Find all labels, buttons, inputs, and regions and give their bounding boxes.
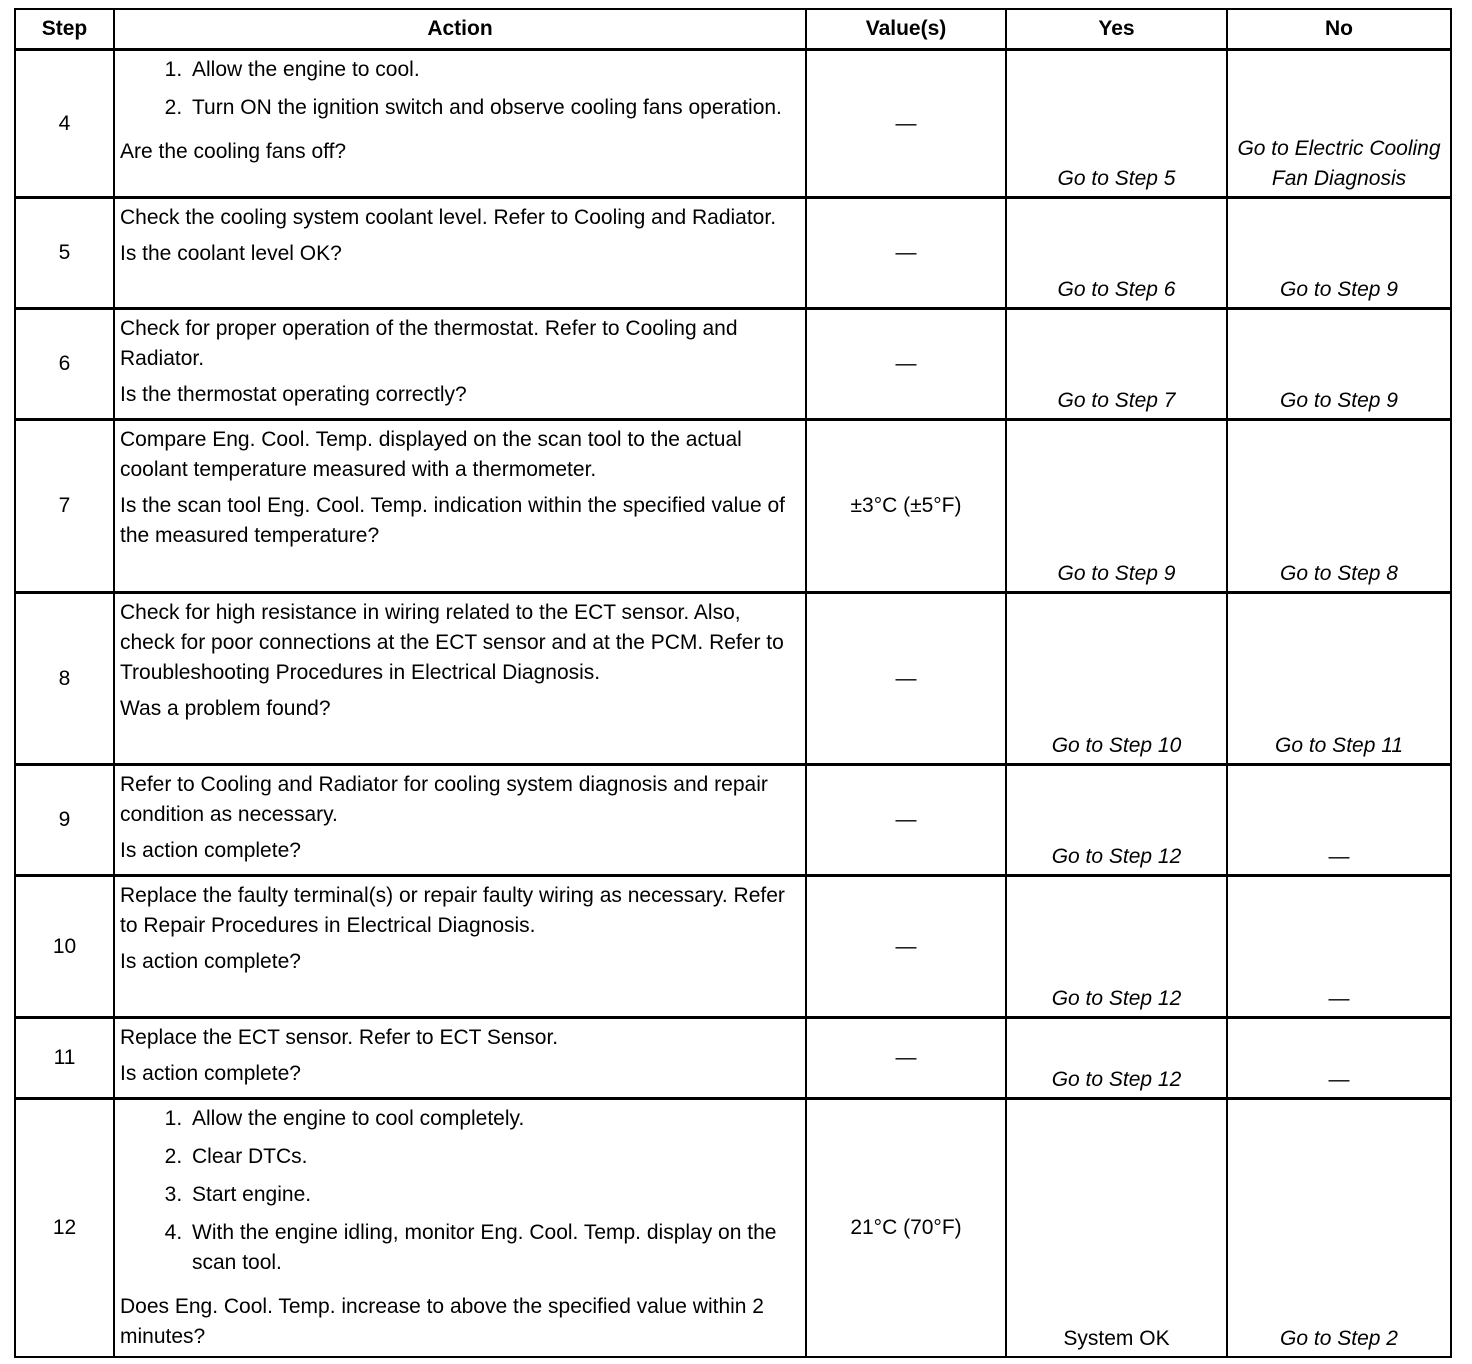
action-cell [114,50,806,198]
action-content [120,1104,799,1352]
yes-cell: Go to Step 7 [1006,309,1227,420]
no-cell: Go to Step 11 [1227,593,1451,765]
action-step-item: 2. Turn ON the ignition switch and observe cooling fans operation. [188,93,799,123]
value-cell: 21°C (70°F) [806,1099,1006,1358]
action-text: Replace the ECT sensor. Refer to ECT Sensor. [120,1026,559,1049]
value-cell: — [806,50,1006,198]
step-number: 10 [15,876,114,1018]
action-question: Are the cooling fans off? [120,140,347,163]
step-number: 11 [15,1018,114,1099]
value-cell: — [806,765,1006,876]
action-question: Does Eng. Cool. Temp. increase to above the specified value within 2 minutes? [120,1295,764,1348]
table-header-row [15,9,1451,50]
step-number: 12 [15,1099,114,1358]
action-question: Is the thermostat operating correctly? [120,383,467,406]
step-number: 5 [15,198,114,309]
no-cell: Go to Step 2 [1227,1099,1451,1358]
action-content [120,598,799,724]
yes-cell: Go to Step 12 [1006,876,1227,1018]
header-yes: Yes [1006,9,1227,50]
action-question: Is the scan tool Eng. Cool. Temp. indication within the specified value of the measured temperature? [120,494,785,547]
action-text: Check the cooling system coolant level. Refer to Cooling and Radiator. [120,206,777,229]
table-row [15,420,1451,593]
table-row [15,1018,1451,1099]
step-number: 9 [15,765,114,876]
table-row [15,593,1451,765]
action-content [120,314,799,410]
step-number: 6 [15,309,114,420]
action-step-item: 1. Allow the engine to cool. [188,55,799,85]
action-step-item: 4. With the engine idling, monitor Eng. Cool. Temp. display on the scan tool. [188,1218,799,1278]
action-steps-list [120,1104,799,1286]
action-question: Was a problem found? [120,697,331,720]
action-step-item: 3. Start engine. [188,1180,799,1210]
step-number: 8 [15,593,114,765]
yes-cell: Go to Step 5 [1006,50,1227,198]
table-row [15,765,1451,876]
table-row [15,198,1451,309]
yes-cell: Go to Step 6 [1006,198,1227,309]
value-cell: ±3°C (±5°F) [806,420,1006,593]
action-cell [114,876,806,1018]
value-cell: — [806,593,1006,765]
action-question: Is action complete? [120,950,301,973]
action-content [120,425,799,551]
no-cell: Go to Step 9 [1227,309,1451,420]
action-content [120,203,799,269]
step-number: 7 [15,420,114,593]
yes-cell: System OK [1006,1099,1227,1358]
value-cell: — [806,309,1006,420]
action-question: Is action complete? [120,1062,301,1085]
yes-cell: Go to Step 12 [1006,1018,1227,1099]
no-cell: Go to Step 9 [1227,198,1451,309]
action-text: Check for high resistance in wiring related to the ECT sensor. Also, check for poor connections at the ECT sensor and at the PCM. Refer to Troubleshooting Procedures in Electrical Diagnosis. [120,601,784,684]
action-cell [114,1018,806,1099]
header-no: No [1227,9,1451,50]
action-step-item: 1. Allow the engine to cool completely. [188,1104,799,1134]
action-content [120,1023,799,1089]
action-text: Compare Eng. Cool. Temp. displayed on the scan tool to the actual coolant temperature measured with a thermometer. [120,428,742,481]
header-action: Action [114,9,806,50]
yes-cell: Go to Step 10 [1006,593,1227,765]
action-cell [114,198,806,309]
value-cell: — [806,876,1006,1018]
no-cell: Go to Step 8 [1227,420,1451,593]
no-cell: — [1227,765,1451,876]
yes-cell: Go to Step 12 [1006,765,1227,876]
action-step-item: 2. Clear DTCs. [188,1142,799,1172]
yes-cell: Go to Step 9 [1006,420,1227,593]
action-cell [114,420,806,593]
no-cell: Go to Electric Cooling Fan Diagnosis [1227,50,1451,198]
action-cell [114,765,806,876]
value-cell: — [806,198,1006,309]
action-content [120,55,799,167]
header-values: Value(s) [806,9,1006,50]
no-cell: — [1227,1018,1451,1099]
action-content [120,770,799,866]
action-cell [114,593,806,765]
action-steps-list [120,55,799,131]
diagnostic-table [14,8,1452,1358]
table-row [15,1099,1451,1358]
table-row [15,876,1451,1018]
action-cell [114,309,806,420]
header-step: Step [15,9,114,50]
action-cell [114,1099,806,1358]
table-row [15,50,1451,198]
step-number: 4 [15,50,114,198]
action-content [120,881,799,977]
value-cell: — [806,1018,1006,1099]
no-cell: — [1227,876,1451,1018]
action-text: Check for proper operation of the thermostat. Refer to Cooling and Radiator. [120,317,738,370]
action-text: Refer to Cooling and Radiator for cooling system diagnosis and repair condition as necessary. [120,773,768,826]
action-text: Replace the faulty terminal(s) or repair faulty wiring as necessary. Refer to Repair Procedures in Electrical Diagnosis. [120,884,785,937]
diagnostic-table-container [14,8,1450,1358]
action-question: Is the coolant level OK? [120,242,342,265]
action-question: Is action complete? [120,839,301,862]
table-row [15,309,1451,420]
